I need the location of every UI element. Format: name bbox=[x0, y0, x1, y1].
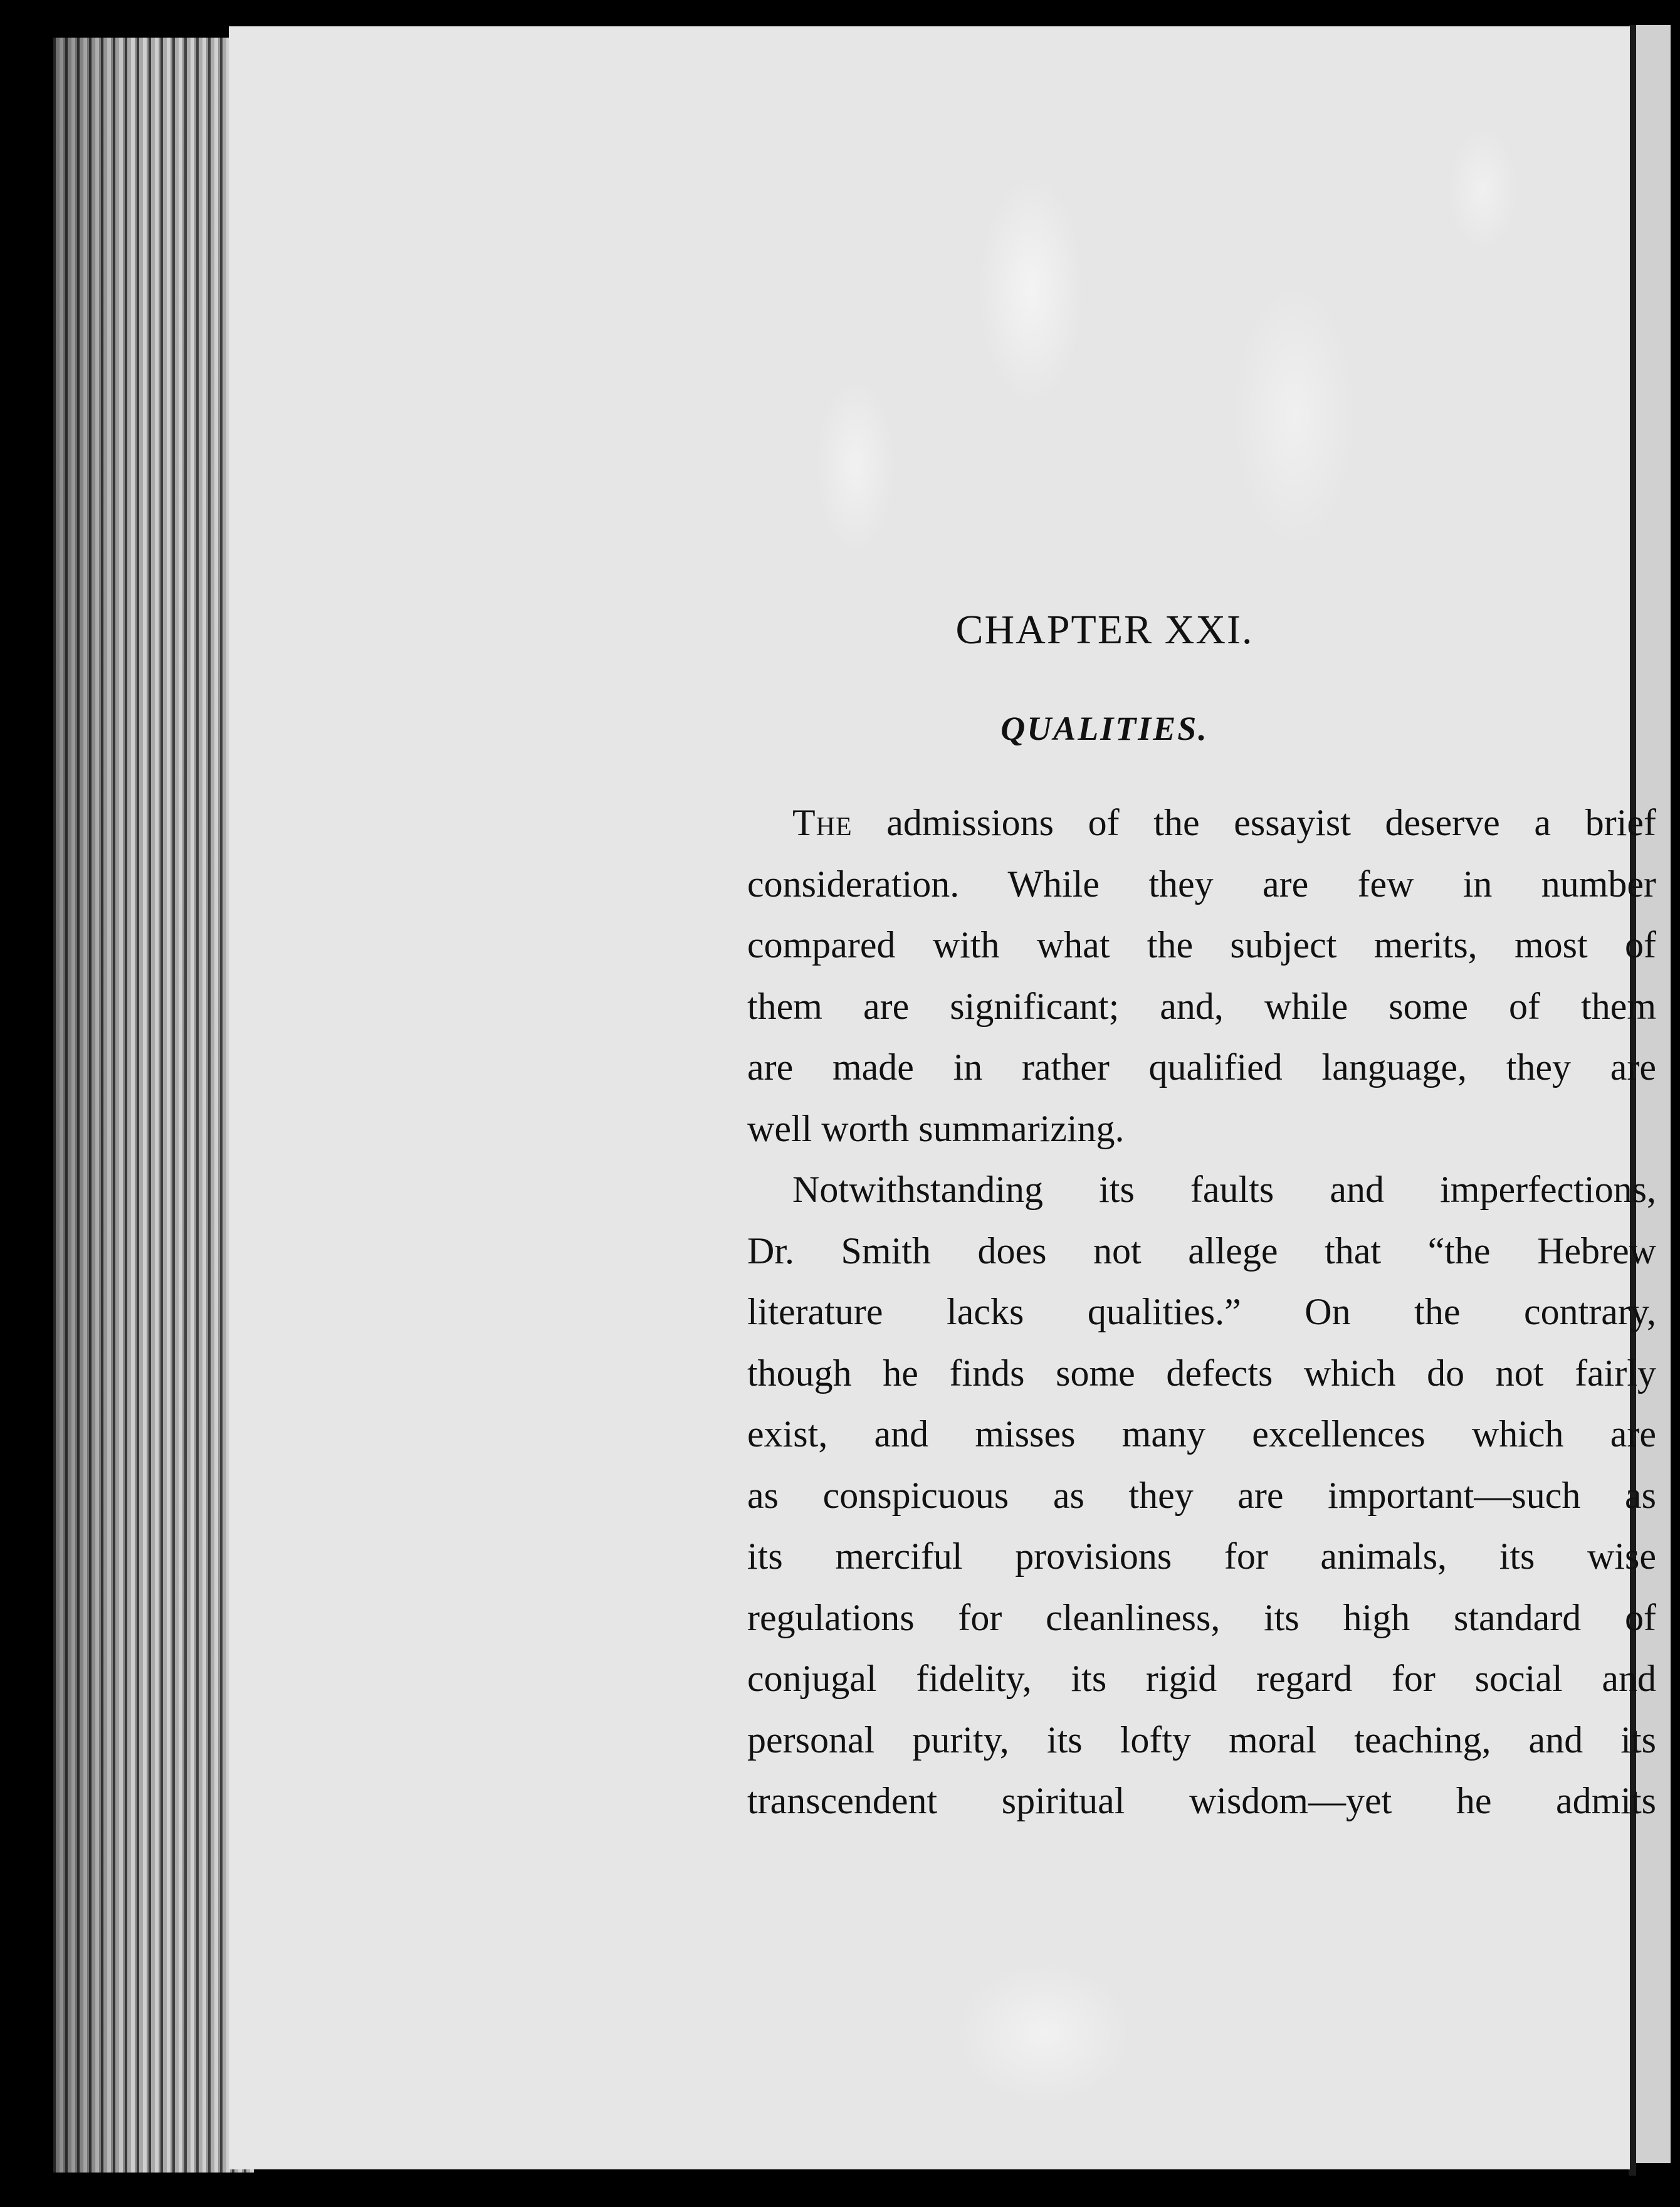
text-line: as conspicuous as they are important—such as bbox=[747, 1474, 1656, 1516]
chapter-title: CHAPTER XXI. bbox=[955, 607, 1254, 653]
paragraph bbox=[747, 1159, 1656, 1832]
text-line: transcendent spiritual wisdom—yet he admits bbox=[747, 1780, 1656, 1821]
text-line: well worth summarizing. bbox=[747, 1107, 1125, 1149]
text-line: personal purity, its lofty moral teaching, and its bbox=[747, 1719, 1656, 1761]
text-line: are made in rather qualified language, they are bbox=[747, 1046, 1656, 1088]
text-line: literature lacks qualities.” On the contrary, bbox=[747, 1291, 1656, 1332]
text-line: regulations for cleanliness, its high standard of bbox=[747, 1596, 1656, 1638]
text-line: compared with what the subject merits, most of bbox=[747, 924, 1656, 966]
text-line: Notwithstanding its faults and imperfections, bbox=[792, 1169, 1656, 1210]
text-line: conjugal fidelity, its rigid regard for social and bbox=[747, 1658, 1656, 1699]
text-line: exist, and misses many excellences which are bbox=[747, 1413, 1656, 1455]
book-page bbox=[229, 26, 1656, 2169]
paragraph bbox=[747, 793, 1656, 1159]
text-line: them are significant; and, while some of them bbox=[747, 985, 1656, 1027]
body-text bbox=[747, 793, 1656, 1832]
text-line: The admissions of the essayist deserve a brief bbox=[792, 802, 1656, 843]
text-line: consideration. While they are few in number bbox=[747, 863, 1656, 905]
book-page-edges bbox=[53, 38, 254, 2173]
paragraph-lead-word: The bbox=[792, 802, 853, 843]
text-line: though he finds some defects which do not fairly bbox=[747, 1352, 1656, 1394]
chapter-subtitle: QUALITIES. bbox=[1000, 710, 1209, 747]
text-line: Dr. Smith does not allege that “the Hebrew bbox=[747, 1230, 1656, 1272]
text-line: its merciful provisions for animals, its wise bbox=[747, 1535, 1656, 1577]
